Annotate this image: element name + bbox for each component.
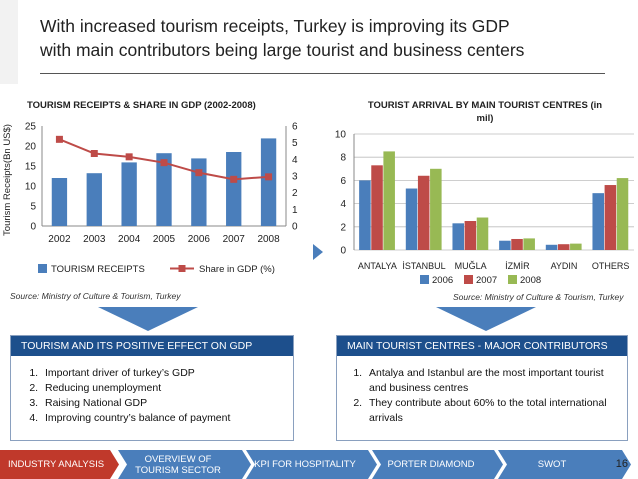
bar-2007 [511,239,523,250]
y2-tick-label: 2 [292,188,298,200]
bar-2008 [570,244,582,250]
x-tick-label: AYDIN [550,261,578,271]
nav-kpi-hospitality[interactable]: KPI FOR HOSPITALITY [254,459,356,470]
y2-tick-label: 5 [292,138,298,150]
point-share-in-gdp [126,153,133,160]
y-tick-label: 10 [24,181,36,193]
legend-swatch-tourism-receipts [38,264,47,273]
contributors-heading: MAIN TOURIST CENTRES - MAJOR CONTRIBUTORS [337,336,627,356]
chevron-down-icon-right [436,307,536,331]
y2-tick-label: 3 [292,171,298,183]
page-number: 16 [615,458,628,470]
y2-tick-label: 0 [292,221,298,233]
nav-overview-tourism-sector[interactable]: OVERVIEW OF TOURISM SECTOR [135,453,221,476]
nav-swot[interactable]: SWOT [537,459,567,470]
bar-tourism-receipts [52,178,67,226]
slide-title [40,14,630,62]
y-tick-label: 15 [24,161,36,173]
bar-tourism-receipts [261,138,276,226]
x-tick-label: 2006 [187,234,210,245]
legend-label-2008: 2008 [520,275,542,286]
bar-2008 [617,178,629,250]
y2-tick-label: 1 [292,204,298,216]
list-item: 3. Raising National GDP [41,396,293,411]
x-tick-label: ANTALYA [357,261,397,271]
x-tick-label: İSTANBUL [402,261,446,271]
y-tick-label: 6 [340,175,346,187]
point-share-in-gdp [230,176,237,183]
point-share-in-gdp [161,159,168,166]
y-tick-label: 0 [340,245,346,257]
point-share-in-gdp [195,169,202,176]
gdp-effect-panel [10,335,294,441]
legend-marker-share-in-gdp [179,265,186,272]
list-item: 4. Improving country’s balance of payment [41,411,293,426]
bar-2006 [592,193,604,250]
tourism-receipts-chart [0,92,310,282]
chart-right-source: Source: Ministry of Culture & Tourism, Turkey [453,292,624,302]
contributors-list [337,366,627,426]
chart-left-title: TOURISM RECEIPTS & SHARE IN GDP (2002-2008) [27,100,256,111]
x-tick-label: MUĞLA [454,261,487,271]
point-share-in-gdp [91,150,98,157]
legend-label-share-in-gdp: Share in GDP (%) [199,264,275,275]
x-tick-label: 2008 [257,234,280,245]
chart-left-ylabel: Tourism Receipts(Bn US$) [2,124,13,236]
section-nav [0,450,638,479]
decorative-side-bar [0,0,18,84]
x-tick-label: 2007 [222,234,245,245]
tourist-arrival-chart [320,92,638,292]
bar-2008 [383,151,395,250]
bar-2006 [499,241,511,250]
bar-2006 [359,180,371,250]
y-tick-label: 20 [24,141,36,153]
bar-2007 [371,165,383,250]
legend-label-2006: 2006 [432,275,454,286]
bar-2006 [546,245,558,250]
nav-industry-analysis[interactable]: INDUSTRY ANALYSIS [7,459,105,470]
chart-right-title-line-1: TOURIST ARRIVAL BY MAIN TOURIST CENTRES (in [367,100,603,111]
bar-2007 [558,244,570,250]
y-tick-label: 8 [340,152,346,164]
gdp-effect-list [11,366,293,426]
legend-label-tourism-receipts: TOURISM RECEIPTS [51,264,145,275]
bar-2007 [465,221,477,250]
chevron-down-icon-left [98,307,198,331]
legend-label-2007: 2007 [476,275,498,286]
y-tick-label: 2 [340,222,346,234]
gdp-effect-heading: TOURISM AND ITS POSITIVE EFFECT ON GDP [11,336,293,356]
bar-2007 [418,176,430,250]
y-tick-label: 5 [30,201,36,213]
bar-tourism-receipts [191,158,206,226]
legend-swatch-2007 [464,275,473,284]
bar-2008 [430,169,442,250]
bar-tourism-receipts [226,152,241,226]
bar-2006 [406,189,418,250]
legend-swatch-2008 [508,275,517,284]
y2-tick-label: 4 [292,154,298,166]
x-tick-label: İZMİR [505,261,530,271]
bar-2006 [452,223,464,250]
slide-title-line-2: with main contributors being large tourist and business centers [40,40,525,60]
slide-title-line-1: With increased tourism receipts, Turkey is improving its GDP [40,16,510,36]
nav-porter-diamond[interactable]: PORTER DIAMOND [387,459,475,470]
bar-tourism-receipts [121,162,136,226]
x-tick-label: OTHERS [591,261,630,271]
y-tick-label: 4 [340,199,346,211]
y-tick-label: 10 [334,129,346,141]
list-item: 2. They contribute about 60% to the total international arrivals [365,396,609,426]
title-divider [40,73,605,74]
bar-tourism-receipts [87,173,102,226]
list-item: 1. Antalya and Istanbul are the most important tourist and business centres [365,366,609,396]
contributors-panel [336,335,628,441]
point-share-in-gdp [265,173,272,180]
legend-swatch-2006 [420,275,429,284]
bar-2007 [605,185,617,250]
list-item: 1. Important driver of turkey’s GDP [41,366,293,381]
y-tick-label: 25 [24,121,36,133]
x-tick-label: 2002 [48,234,71,245]
x-tick-label: 2003 [83,234,106,245]
y-tick-label: 0 [30,221,36,233]
y2-tick-label: 6 [292,121,298,133]
bar-2008 [523,238,535,250]
bar-2008 [477,218,489,250]
point-share-in-gdp [56,136,63,143]
x-tick-label: 2005 [152,234,176,245]
x-tick-label: 2004 [118,234,141,245]
list-item: 2. Reducing unemployment [41,381,293,396]
chart-left-source: Source: Ministry of Culture & Tourism, Turkey [10,291,181,301]
chart-right-title-line-2: mil) [476,113,494,124]
